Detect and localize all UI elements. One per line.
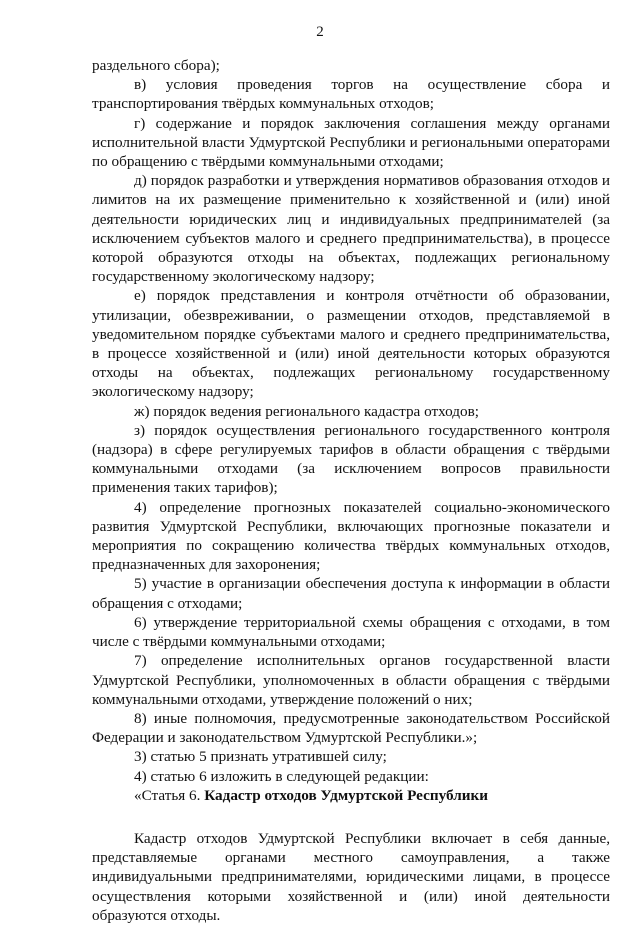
paragraph-continuation: раздельного сбора); [92,57,220,74]
article-body-paragraph: Кадастр отходов Удмуртской Республики включает в себя данные, представляемые органами местного самоуправления, а также индивидуальными предпринимателями, юридическими лицами, в процессе осуществления которыми хозяйственной и (или) иной деятельности образуются отходы. [92,829,610,924]
paragraph-item-7: 7) определение исполнительных органов государственной власти Удмуртской Республики, уполномоченных в области обращения с твёрдыми коммунальными отходами, утверждение положений о них; [92,652,610,708]
paragraph-item-6: 6) утверждение территориальной схемы обращения с отходами, в том числе с твёрдыми коммунальными отходами; [92,613,610,651]
paragraph-amendment-4: 4) статью 6 изложить в следующей редакции: [134,767,429,785]
article-heading [92,786,610,805]
article-prefix: «Статья 6. [134,786,205,804]
paragraph-item-d: д) порядок разработки и утверждения нормативов образования отходов и лимитов на их размещение применительно к хозяйственной и (или) иной деятельности юридических лиц и индивидуальных предпринимателей (за исключением субъектов малого и среднего предпринимательства), в процессе которой образуются отходы на объектах, подлежащих региональному государственному экологическому надзору; [92,172,610,286]
document-body [92,56,610,925]
paragraph-item-5: 5) участие в организации обеспечения доступа к информации в области обращения с отходами; [92,575,610,612]
paragraph-item-zh: ж) порядок ведения регионального кадастра отходов; [134,402,479,420]
article-title: Кадастр отходов Удмуртской Республики [204,786,488,804]
paragraph-item-8: 8) иные полномочия, предусмотренные законодательством Российской Федерации и законодательством Удмуртской Республики.»; [92,709,610,747]
paragraph-item-v: в) условия проведения торгов на осуществление сбора и транспортирования твёрдых коммунальных отходов; [92,76,610,113]
page-number: 2 [316,24,324,40]
paragraph-amendment-3: 3) статью 5 признать утратившей силу; [134,748,387,766]
paragraph-item-e: е) порядок представления и контроля отчётности об образовании, утилизации, обезвреживании, о размещении отходов, представляемой в уведомительном порядке субъектами малого и среднего предпринимательства, в процессе хозяйственной и (или) иной деятельности которых образуются отходы на объектах, подлежащих региональному государственному экологическому надзору; [92,287,610,401]
paragraph-item-g: г) содержание и порядок заключения соглашения между органами исполнительной власти Удмуртской Республики и региональными операторами по обращению с твёрдыми коммунальными отходами; [92,114,610,171]
paragraph-item-4: 4) определение прогнозных показателей социально-экономического развития Удмуртской Республики, включающих прогнозные показатели и мероприятия по сокращению количества твёрдых коммунальных отходов, предназначенных для захоронения; [92,498,610,574]
paragraph-item-z: з) порядок осуществления регионального государственного контроля (надзора) в сфере регулируемых тарифов в области обращения с твёрдыми коммунальными отходами (за исключением вопросов правильности применения таких тарифов); [92,421,610,497]
